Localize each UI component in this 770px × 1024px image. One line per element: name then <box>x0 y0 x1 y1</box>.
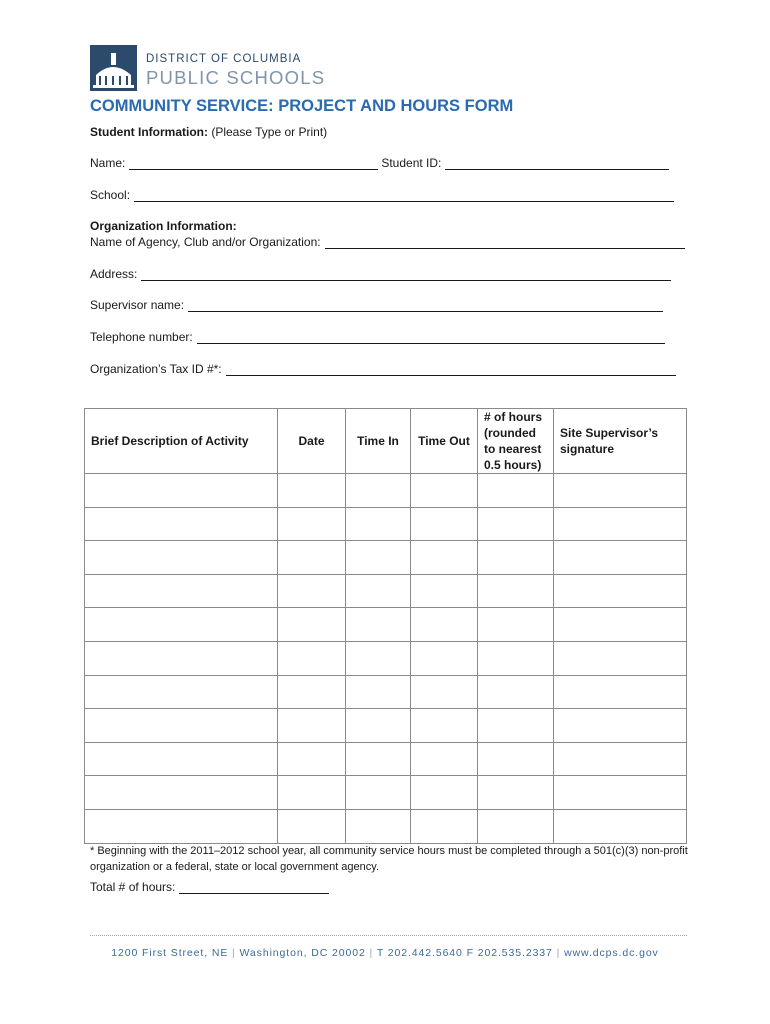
hours-cell[interactable] <box>478 641 554 675</box>
footnote: * Beginning with the 2011–2012 school year, all community service hours must be completed through a 501(c)(3) non-profit organization or a federal, state or local government agency. <box>90 845 688 873</box>
time-in-cell[interactable] <box>346 541 411 575</box>
footer-city: Washington, DC 20002 <box>239 947 366 959</box>
time-in-cell[interactable] <box>346 776 411 810</box>
header-time-out: Time Out <box>411 409 478 474</box>
hours-cell[interactable] <box>478 574 554 608</box>
description-cell[interactable] <box>85 641 278 675</box>
description-cell[interactable] <box>85 809 278 843</box>
school-label: School: <box>90 188 131 202</box>
student-id-label: Student ID: <box>381 156 442 170</box>
time-in-cell[interactable] <box>346 809 411 843</box>
description-cell[interactable] <box>85 675 278 709</box>
supervisor-field[interactable] <box>188 299 663 312</box>
header-hours <box>478 409 554 474</box>
time-in-cell[interactable] <box>346 641 411 675</box>
footer-contact <box>0 947 770 959</box>
total-hours-field[interactable] <box>179 881 329 894</box>
hours-cell[interactable] <box>478 709 554 743</box>
hours-cell[interactable] <box>478 541 554 575</box>
agency-label: Name of Agency, Club and/or Organization: <box>90 235 321 249</box>
time-in-cell[interactable] <box>346 675 411 709</box>
description-cell[interactable] <box>85 541 278 575</box>
footer-phone: T 202.442.5640 <box>376 947 463 959</box>
signature-cell[interactable] <box>554 809 687 843</box>
address-label: Address: <box>90 267 138 281</box>
table-row <box>85 809 687 843</box>
time-out-cell[interactable] <box>411 809 478 843</box>
signature-cell[interactable] <box>554 474 687 508</box>
table-row <box>85 742 687 776</box>
time-in-cell[interactable] <box>346 608 411 642</box>
name-field[interactable] <box>129 157 378 170</box>
signature-cell[interactable] <box>554 675 687 709</box>
header-hours-line-1: # of hours <box>484 410 543 424</box>
hours-cell[interactable] <box>478 675 554 709</box>
date-cell[interactable] <box>278 507 346 541</box>
signature-cell[interactable] <box>554 709 687 743</box>
address-row <box>90 267 671 281</box>
total-hours-row <box>90 880 329 894</box>
time-out-cell[interactable] <box>411 474 478 508</box>
footer-fax: F 202.535.2337 <box>466 947 553 959</box>
header-signature-line-1: Site Supervisor’s <box>560 426 659 440</box>
logo-district-text: DISTRICT OF COLUMBIA <box>146 53 302 65</box>
time-out-cell[interactable] <box>411 541 478 575</box>
date-cell[interactable] <box>278 675 346 709</box>
form-title: COMMUNITY SERVICE: PROJECT AND HOURS FORM <box>90 97 514 115</box>
telephone-label: Telephone number: <box>90 330 193 344</box>
signature-cell[interactable] <box>554 574 687 608</box>
footer-address: 1200 First Street, NE <box>111 947 229 959</box>
date-cell[interactable] <box>278 608 346 642</box>
date-cell[interactable] <box>278 474 346 508</box>
supervisor-row <box>90 298 663 312</box>
time-out-cell[interactable] <box>411 742 478 776</box>
signature-cell[interactable] <box>554 641 687 675</box>
description-cell[interactable] <box>85 608 278 642</box>
date-cell[interactable] <box>278 709 346 743</box>
footer-separator: | <box>369 947 374 959</box>
date-cell[interactable] <box>278 641 346 675</box>
org-info-heading: Organization Information: <box>90 219 237 233</box>
time-out-cell[interactable] <box>411 641 478 675</box>
address-field[interactable] <box>141 268 671 281</box>
name-label: Name: <box>90 156 126 170</box>
activity-log-table <box>84 408 687 844</box>
description-cell[interactable] <box>85 742 278 776</box>
table-row <box>85 507 687 541</box>
student-info-note: (Please Type or Print) <box>211 125 328 139</box>
signature-cell[interactable] <box>554 541 687 575</box>
telephone-field[interactable] <box>197 331 665 344</box>
name-row <box>90 156 669 170</box>
tax-id-row <box>90 362 676 376</box>
time-out-cell[interactable] <box>411 574 478 608</box>
header-hours-line-3: to nearest <box>484 442 542 456</box>
table-row <box>85 608 687 642</box>
footer-web[interactable]: www.dcps.dc.gov <box>564 947 659 959</box>
agency-row <box>90 235 685 249</box>
supervisor-label: Supervisor name: <box>90 298 185 312</box>
table-row <box>85 474 687 508</box>
time-out-cell[interactable] <box>411 507 478 541</box>
description-cell[interactable] <box>85 507 278 541</box>
hours-cell[interactable] <box>478 507 554 541</box>
header-date: Date <box>278 409 346 474</box>
agency-field[interactable] <box>325 236 685 249</box>
signature-cell[interactable] <box>554 608 687 642</box>
time-in-cell[interactable] <box>346 507 411 541</box>
table-header-row <box>85 409 687 474</box>
date-cell[interactable] <box>278 742 346 776</box>
time-out-cell[interactable] <box>411 709 478 743</box>
table-row <box>85 641 687 675</box>
tax-id-field[interactable] <box>226 363 676 376</box>
time-in-cell[interactable] <box>346 574 411 608</box>
hours-cell[interactable] <box>478 608 554 642</box>
table-row <box>85 709 687 743</box>
header-hours-line-2: (rounded <box>484 426 536 440</box>
student-info-heading: Student Information: <box>90 125 208 139</box>
description-cell[interactable] <box>85 709 278 743</box>
header-time-in: Time In <box>346 409 411 474</box>
header-hours-line-4: 0.5 hours) <box>484 458 542 472</box>
date-cell[interactable] <box>278 776 346 810</box>
signature-cell[interactable] <box>554 507 687 541</box>
dcps-logo <box>90 45 330 91</box>
hours-cell[interactable] <box>478 742 554 776</box>
table-row <box>85 541 687 575</box>
date-cell[interactable] <box>278 541 346 575</box>
description-cell[interactable] <box>85 474 278 508</box>
table-row <box>85 675 687 709</box>
school-field[interactable] <box>134 189 674 202</box>
time-out-cell[interactable] <box>411 776 478 810</box>
footer-divider <box>90 935 687 936</box>
description-cell[interactable] <box>85 776 278 810</box>
time-in-cell[interactable] <box>346 742 411 776</box>
signature-cell[interactable] <box>554 776 687 810</box>
org-info-heading-row <box>90 219 237 233</box>
total-hours-label: Total # of hours: <box>90 880 176 894</box>
time-in-cell[interactable] <box>346 474 411 508</box>
date-cell[interactable] <box>278 809 346 843</box>
date-cell[interactable] <box>278 574 346 608</box>
student-id-field[interactable] <box>445 157 669 170</box>
table-row <box>85 574 687 608</box>
footer-separator: | <box>556 947 561 959</box>
hours-cell[interactable] <box>478 809 554 843</box>
tax-id-label: Organization’s Tax ID #*: <box>90 362 222 376</box>
header-description: Brief Description of Activity <box>85 409 278 474</box>
telephone-row <box>90 330 665 344</box>
hours-cell[interactable] <box>478 776 554 810</box>
footer-separator: | <box>232 947 236 959</box>
school-row <box>90 188 674 202</box>
signature-cell[interactable] <box>554 742 687 776</box>
description-cell[interactable] <box>85 574 278 608</box>
time-in-cell[interactable] <box>346 709 411 743</box>
logo-schools-text: PUBLIC SCHOOLS <box>146 67 326 88</box>
student-info-heading-row <box>90 125 327 139</box>
header-signature-line-2: signature <box>560 442 615 456</box>
capitol-dome-icon <box>90 45 137 91</box>
hours-cell[interactable] <box>478 474 554 508</box>
time-out-cell[interactable] <box>411 608 478 642</box>
header-signature <box>554 409 687 474</box>
table-row <box>85 776 687 810</box>
time-out-cell[interactable] <box>411 675 478 709</box>
